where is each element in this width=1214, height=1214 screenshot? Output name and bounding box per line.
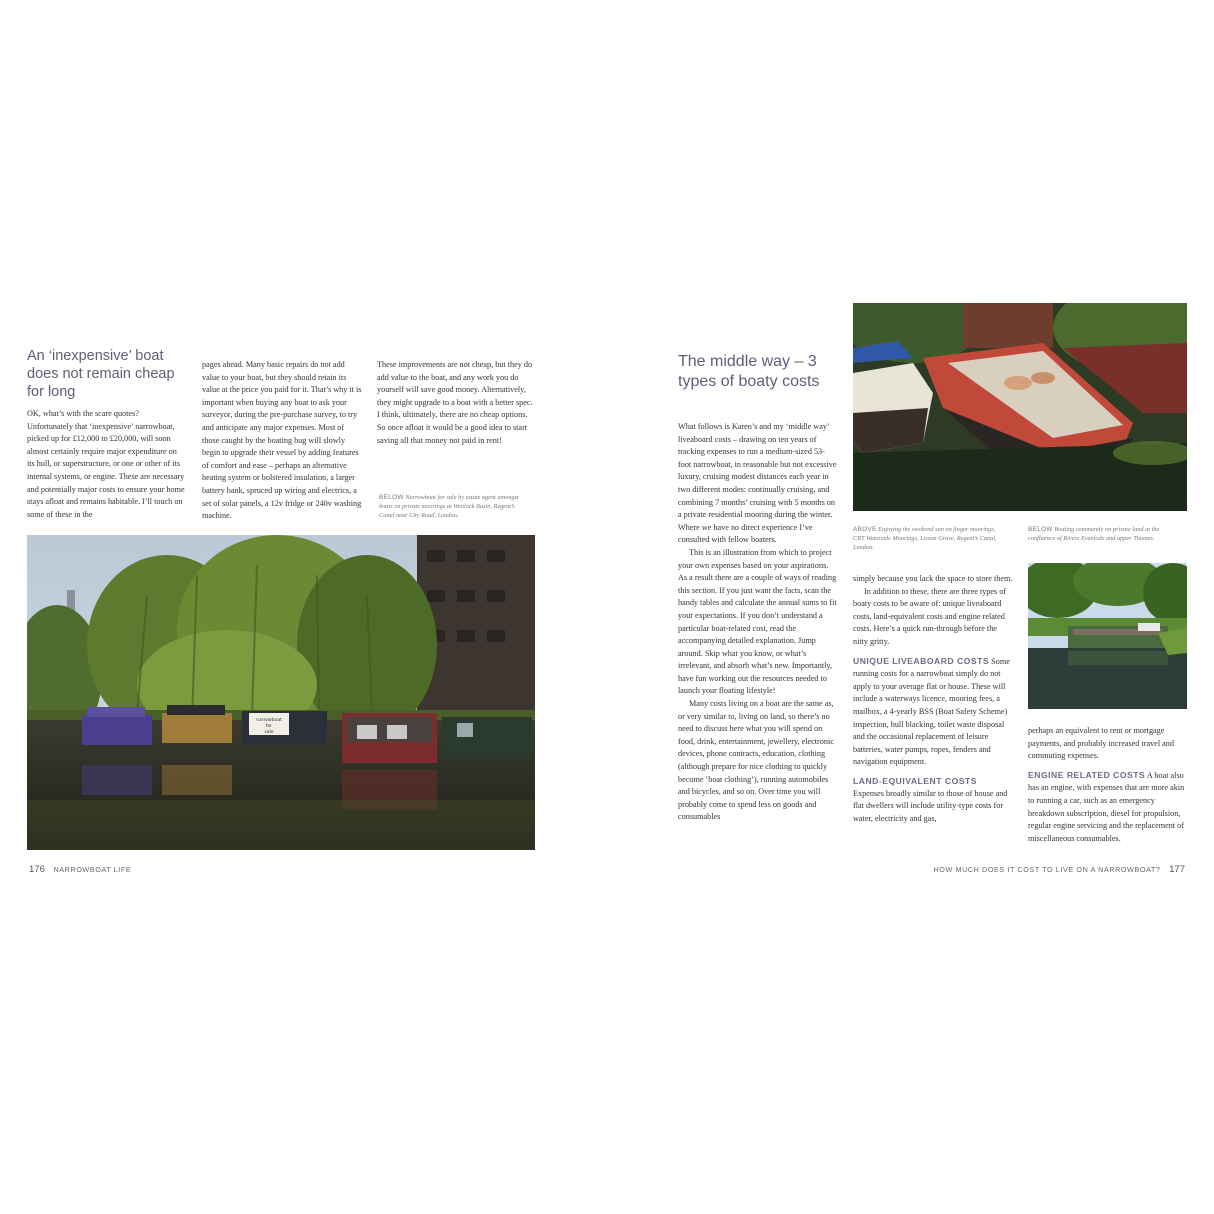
right-col2-intro: simply because you lack the space to store them. xyxy=(853,574,1013,583)
photo-finger-moorings xyxy=(853,303,1187,511)
left-column-2 xyxy=(202,359,362,523)
right-col3-text: perhaps an equivalent to rent or mortgage payments, and probably increased travel and commuting expenses. xyxy=(1028,726,1174,761)
left-column-2-text: pages ahead. Many basic repairs do not add value to your boat, but they should retain its value at the price you paid for it. That’s why it is important when buying any boat to ask your surveyor, during the pre-purchase survey, to try and anticipate any major expenses. Most of those caught by the boating bug will slowly begin to upgrade their vessel by adding features of comfort and ease – perhaps an alternative heating system or bolstered insulation, a larger battery bank, spruced up wiring and electrics, a set of solar panels, a 12v fridge or 240v washing machine. xyxy=(202,360,362,521)
caption-below-text: Boating community on private land at the confluence of Rivers Evenlode and upper Thames. xyxy=(1028,526,1160,543)
right-folio xyxy=(934,864,1185,875)
right-page-number: 177 xyxy=(1169,864,1185,875)
right-col1-para-3: Many costs living on a boat are the same as, or very similar to, living on land, so there’s no need to discuss here what you will spend on food, drink, entertainment, jewellery, electronic devices, phone contracts, education, clothing (although prepare for nice clothing to quickly become ‘boat clothing’), running automobiles and bicycles, and so on. Over time you will probably come to spend less on goods and consumables xyxy=(678,699,834,822)
land-costs-para xyxy=(853,775,1013,825)
left-column-3 xyxy=(377,359,535,447)
caption-label: BELOW xyxy=(379,494,404,501)
caption-above-text: Enjoying the weekend sun on finger moorings, CRT Waterside Moorings, Lisson Grove, Regent’s Canal, London. xyxy=(853,526,997,552)
right-column-2 xyxy=(853,573,1013,825)
right-column-3 xyxy=(1028,725,1188,845)
left-column-1 xyxy=(27,408,185,521)
left-page-heading: An ‘inexpensive’ boat does not remain cheap for long xyxy=(27,348,175,400)
left-photo-caption xyxy=(379,493,529,521)
unique-costs-para xyxy=(853,655,1013,769)
right-column-1 xyxy=(678,421,838,824)
land-costs-text: Expenses broadly similar to those of house and flat dwellers will include utility-type costs for water, electricity and gas, xyxy=(853,788,1008,823)
engine-costs-para xyxy=(1028,769,1188,846)
below-photo-caption xyxy=(1028,525,1188,543)
sale-sign-line-2: for xyxy=(265,724,273,729)
caption-text: Narrowboat for sale by estate agent amongst boats on private moorings at Wenlock Basin, Regent’s Canal near City Road, London. xyxy=(379,494,519,520)
land-costs-subhead: LAND-EQUIVALENT COSTS xyxy=(853,775,977,786)
above-photo-caption xyxy=(853,525,1003,553)
sale-sign-line-3: sale xyxy=(264,730,274,735)
caption-below-label: BELOW xyxy=(1028,526,1053,533)
caption-above-label: ABOVE xyxy=(853,526,877,533)
unique-costs-text: Some running costs for a narrowboat simply do not apply to your average flat or house. These will include a waterways licence, mooring fees, a mailbox, a 4-yearly BSS (Boat Safety Scheme) inspection, hull blacking, toilet waste disposal and the occasional replacement of leisure batteries, water pumps, ropes, fenders and navigation equipment. xyxy=(853,656,1010,767)
left-column-1-text: OK, what’s with the scare quotes? Unfortunately that ‘inexpensive’ narrowboat, picked up for £12,000 to £20,000, will soon almost certainly require major expenditure on its hull, or superstructure, or one or other of its internal systems, or engine. These are necessary and potentially major costs to ensure your home stays afloat and remains habitable. I’ll touch on some of these in the xyxy=(27,409,185,519)
photo-boating-community xyxy=(1028,563,1187,709)
left-page-number: 176 xyxy=(29,864,45,875)
engine-costs-subhead: ENGINE RELATED COSTS xyxy=(1028,769,1146,780)
photo-willow-narrowboats xyxy=(27,535,535,850)
left-column-3-text: These improvements are not cheap, but they do add value to the boat, and any work you do yourself will save good money. Alternatively, they might upgrade to a boat with a better spec. I think, ultimately, there are no cheap options. So once afloat it would be a good idea to start saving all that money not paid in rent! xyxy=(377,360,533,445)
unique-costs-subhead: UNIQUE LIVEABOARD COSTS xyxy=(853,655,990,666)
right-page-heading: The middle way – 3 types of boaty costs xyxy=(678,353,820,390)
right-col1-para-1: What follows is Karen’s and my ‘middle way’ liveaboard costs – drawing on ten years of tracking expenses to run a medium-sized 53-foot narrowboat, in reasonable but not excessive luxury, cruising modest distances each year in two different modes: continually cruising, and combining 7 months’ cruising with 5 months on a private residential mooring during the winter. Where we have no direct experience I’ve consulted with fellow boaters. xyxy=(678,422,837,545)
left-running-title: NARROWBOAT LIFE xyxy=(53,865,132,874)
left-folio xyxy=(29,864,131,875)
right-col2-para-2: In addition to these, there are three types of boaty costs to be aware of: unique liveaboard costs, land-equivalent costs and engine related costs. Here’s a quick run-through before the nitty gritty. xyxy=(853,586,1007,646)
right-col1-para-2: This is an illustration from which to project your own expenses based on your aspirations. As a result there are a couple of ways of reading this section. If you just want the facts, scan the handy tables and calculate the annual sums to fit your expectations. If you don’t understand a particular boat-related cost, read the accompanying detailed explanation. Jump around. Skip what you know, or what’s irrelevant, and absorb what’s new. Importantly, have fun working out the resources needed to launch your floating lifestyle! xyxy=(678,547,837,696)
engine-costs-text: A boat also has an engine, with expenses that are more akin to running a car, such as an emergency breakdown subscription, diesel for propulsion, regular engine servicing and the replacement of miscellaneous consumables. xyxy=(1028,770,1185,843)
right-running-title: HOW MUCH DOES IT COST TO LIVE ON A NARROWBOAT? xyxy=(933,865,1161,874)
sale-sign-line-1: narrowboat xyxy=(256,718,282,723)
